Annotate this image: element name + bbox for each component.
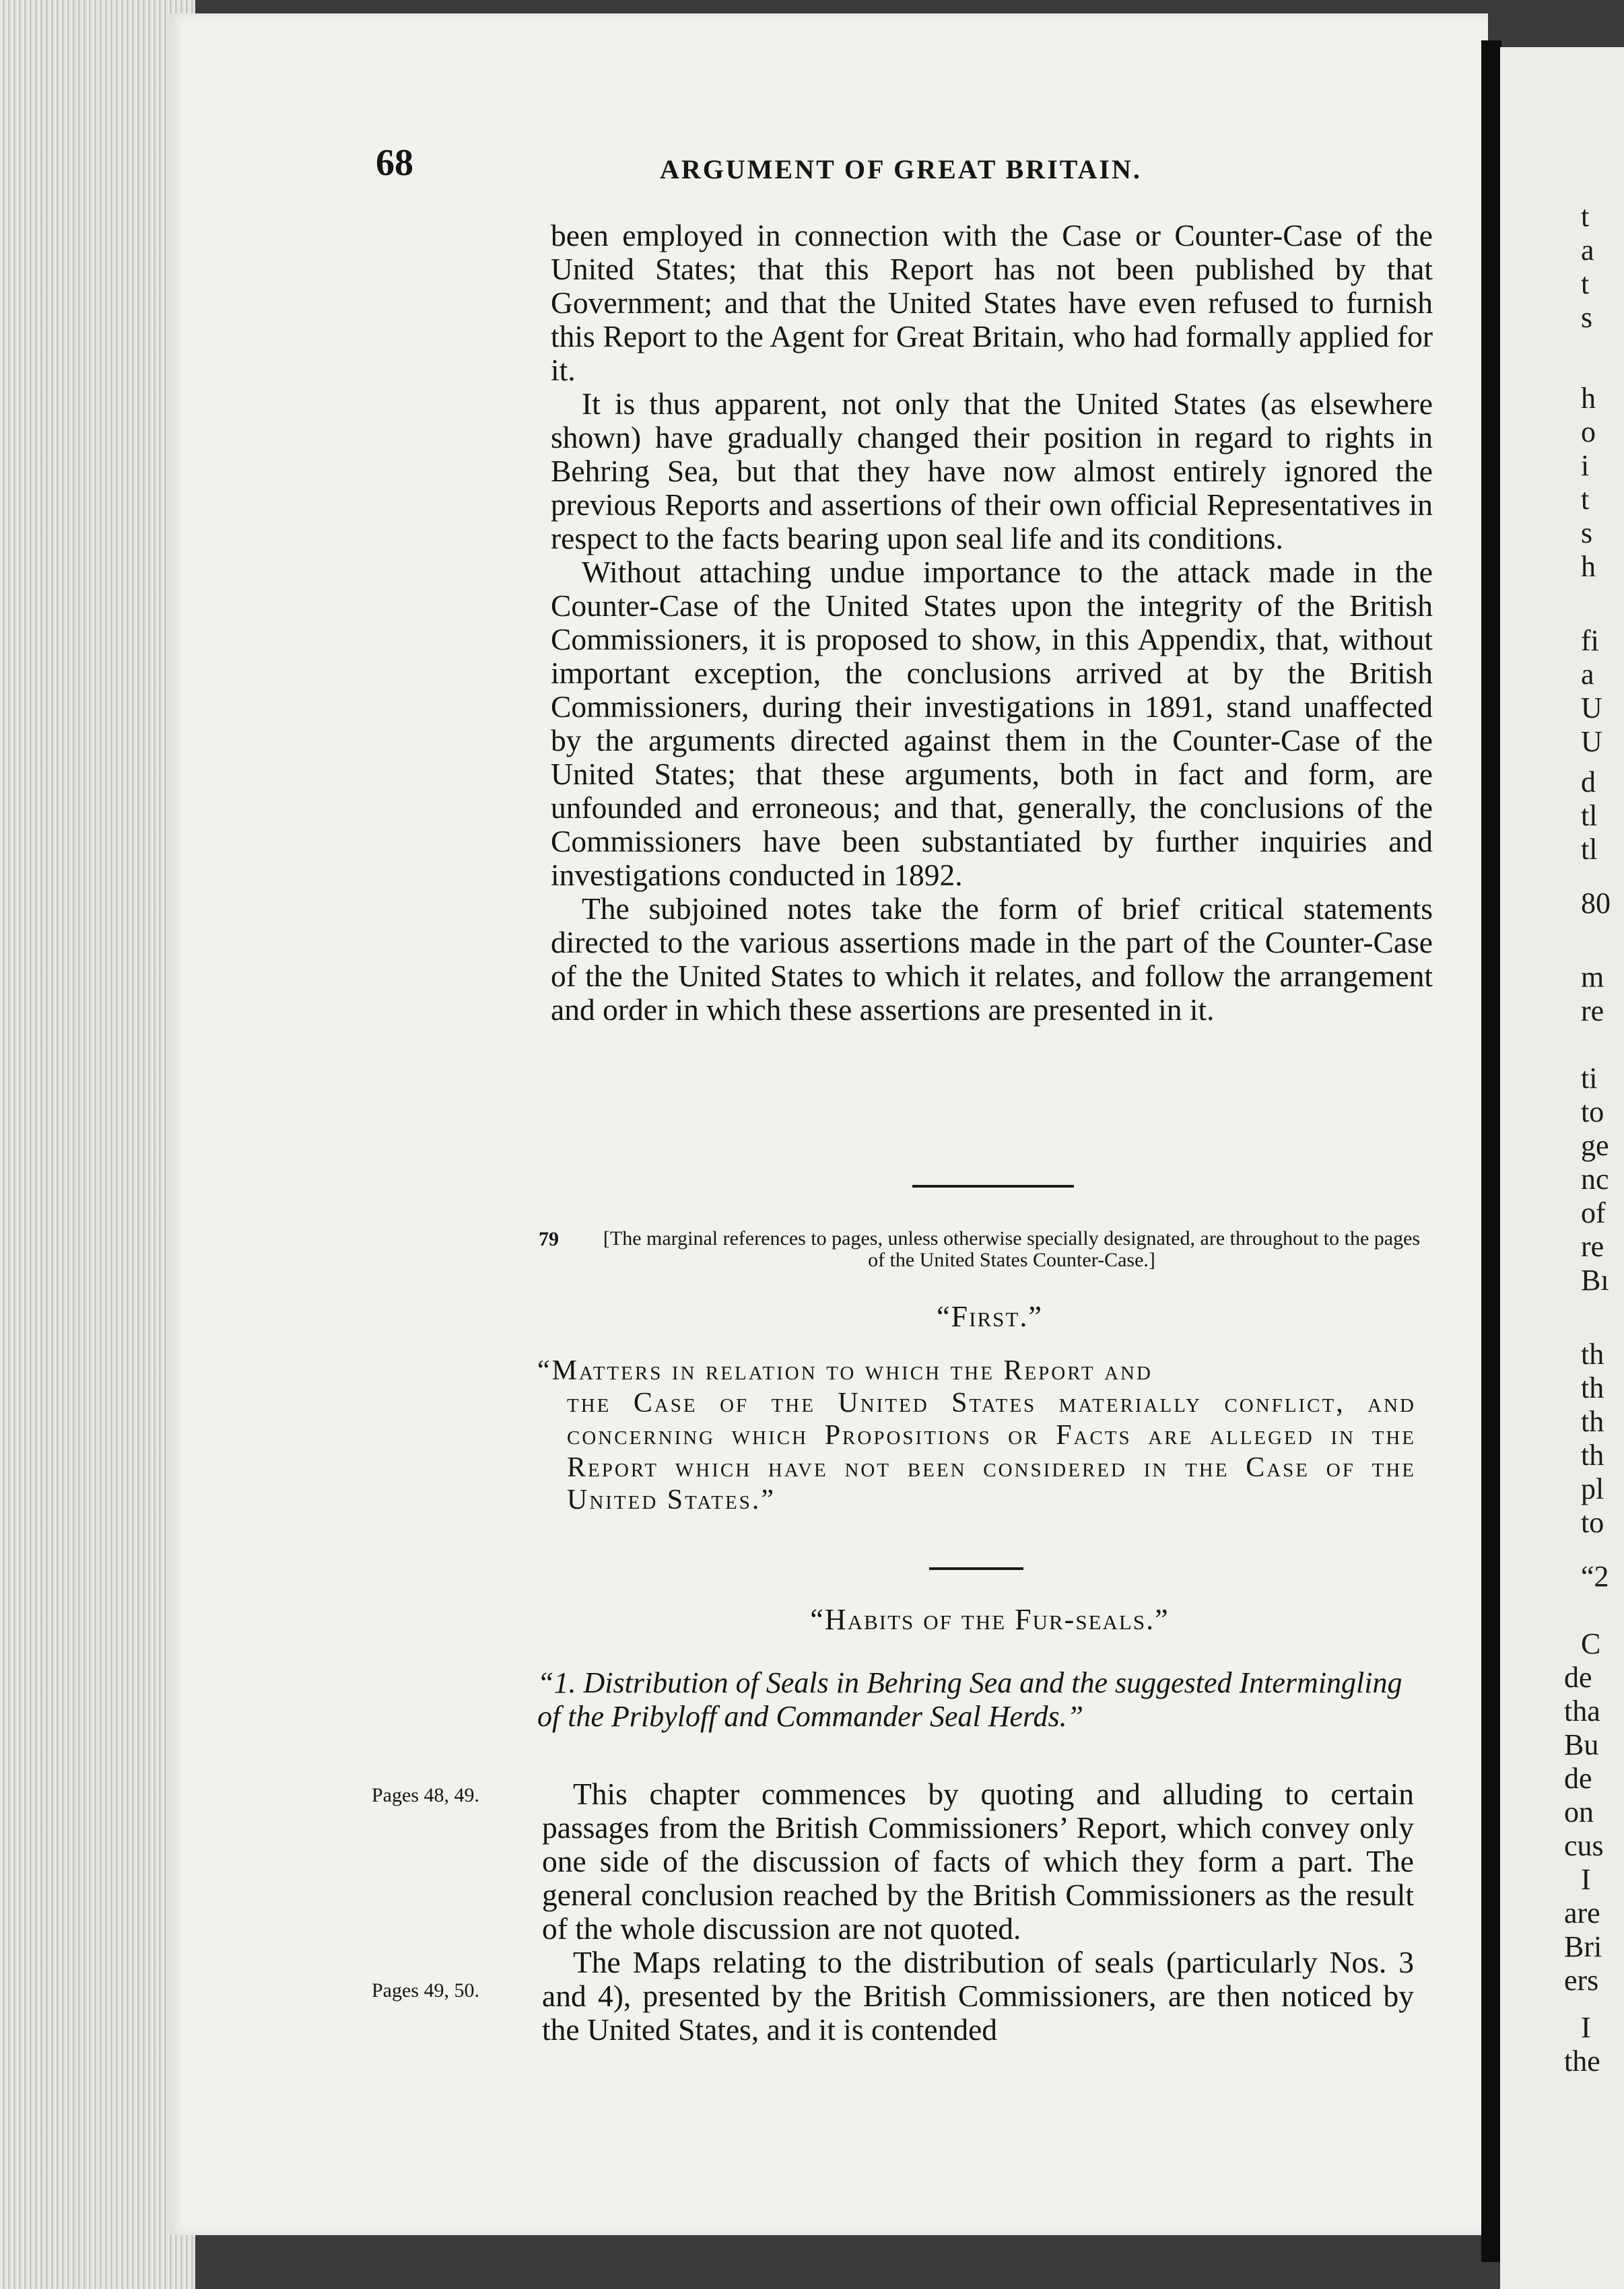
facing-page-fragment: a <box>1581 658 1594 691</box>
side-reference-1: Pages 48, 49. <box>372 1784 479 1806</box>
facing-page-fragment: d <box>1581 765 1596 798</box>
paragraph-4: The subjoined notes take the form of brief critical statements directed to the various assertions made in the part of the Counter-Case of the the United States to which it relates, and follow the arrangement and order in which these assertions are presented in it. <box>551 891 1433 1027</box>
facing-page-fragment: on <box>1564 1796 1594 1829</box>
facing-page-fragment: de <box>1564 1661 1592 1694</box>
running-head: ARGUMENT OF GREAT BRITAIN. <box>660 154 1142 184</box>
facing-page-fragment: cus <box>1564 1829 1604 1862</box>
facing-page-fragment: th <box>1581 1371 1604 1404</box>
facing-page-fragment: 80 <box>1581 887 1611 920</box>
matters-heading-first-line: “Matters in relation to which the Report and <box>537 1355 1153 1386</box>
facing-page-fragment: I <box>1581 1863 1591 1896</box>
short-rule <box>929 1567 1023 1570</box>
facing-page-fragment: pl <box>1581 1472 1604 1505</box>
body-text-upper <box>551 219 1433 1027</box>
habits-heading: “Habits of the Fur-seals.” <box>810 1603 1170 1636</box>
facing-page-fragment: de <box>1564 1762 1592 1795</box>
facing-page-fragment: re <box>1581 1230 1604 1263</box>
facing-page-fragment: s <box>1581 301 1593 334</box>
facing-page-edge <box>1500 47 1624 2289</box>
facing-page-fragment: re <box>1581 994 1604 1027</box>
facing-page-fragment: Bri <box>1564 1930 1602 1963</box>
facing-page-fragment: i <box>1581 449 1590 482</box>
facing-page-fragment: C <box>1581 1627 1601 1660</box>
facing-page-fragment: th <box>1581 1405 1604 1438</box>
facing-page-fragment: “2 <box>1581 1560 1609 1593</box>
facing-page-fragment: I <box>1581 2011 1591 2044</box>
facing-page-fragment: of <box>1581 1196 1606 1229</box>
facing-page-fragment: the <box>1564 2045 1600 2078</box>
facing-page-fragment: are <box>1564 1897 1600 1929</box>
matters-heading <box>537 1355 1416 1516</box>
side-reference-2: Pages 49, 50. <box>372 1979 479 2002</box>
facing-page-fragment: nc <box>1581 1163 1609 1196</box>
facing-page-fragment: tl <box>1581 799 1598 832</box>
facing-page-fragment: to <box>1581 1095 1604 1128</box>
facing-page-fragment: o <box>1581 415 1596 448</box>
paragraph-6: The Maps relating to the distribution of seals (particularly Nos. 3 and 4), presented by the British Commissioners, are then noticed by the United States, and it is contended <box>542 1945 1414 2047</box>
facing-page-fragment: h <box>1581 550 1596 583</box>
paragraph-3: Without attaching undue importance to the attack made in the Counter-Case of the United States upon the integrity of the British Commissioners, it is proposed to show, in this Appendix, that, without important exception, the conclusions arrived at by the British Commissioners, during their investigations in 1891, stand unaffected by the arguments directed against them in the Counter-Case of the United States; that these arguments, both in fact and form, are unfounded and erroneous; and that, generally, the conclusions of the Commissioners have been substantiated by further inquiries and investigations conducted in 1892. <box>551 555 1433 892</box>
section-rule <box>912 1185 1074 1188</box>
facing-page-fragment: tha <box>1564 1695 1600 1728</box>
subheading-distribution: “1. Distribution of Seals in Behring Sea and the suggested Intermingling of the Pribyloff and Commander Seal Herds.” <box>537 1666 1402 1733</box>
margin-page-number: 79 <box>539 1228 559 1250</box>
facing-page-fragment: to <box>1581 1506 1604 1539</box>
first-heading: “First.” <box>937 1300 1043 1333</box>
facing-page-fragment: th <box>1581 1439 1604 1472</box>
facing-page-fragment: th <box>1581 1338 1604 1371</box>
facing-page-fragment: ge <box>1581 1129 1609 1162</box>
facing-page-fragment: fi <box>1581 624 1599 657</box>
facing-page-fragment: Bı <box>1581 1264 1609 1297</box>
facing-page-fragment: m <box>1581 961 1604 994</box>
facing-page-fragment: t <box>1581 200 1590 233</box>
book-page-edges <box>0 0 195 2289</box>
page-number: 68 <box>376 142 413 184</box>
facing-page-fragment: t <box>1581 483 1590 516</box>
book-gutter <box>1481 40 1501 2262</box>
matters-heading-rest: the Case of the United States materially conflict, and concerning which Propositions or Facts are alleged in the Report which have not been considered in the Case of the United States.” <box>567 1388 1416 1515</box>
paragraph-1: been employed in connection with the Case or Counter-Case of the United States; that this Report has not been published by that Government; and that the United States have even refused to furnish this Report to the Agent for Great Britain, who had formally applied for it. <box>551 218 1433 387</box>
body-text-lower <box>542 1777 1414 2047</box>
bracket-note: [The marginal references to pages, unless otherwise specially designated, are throughout to the pages of the United States Counter-Case.] <box>603 1227 1421 1271</box>
facing-page-fragment: a <box>1581 234 1594 267</box>
facing-page-fragment: ti <box>1581 1062 1598 1095</box>
paragraph-2: It is thus apparent, not only that the United States (as elsewhere shown) have gradually changed their position in regard to rights in Behring Sea, but that they have now almost entirely ignored the previous Reports and assertions of their own official Representatives in respect to the facts bearing upon seal life and its conditions. <box>551 386 1433 555</box>
facing-page-fragment: U <box>1581 691 1602 724</box>
facing-page-fragment: s <box>1581 516 1593 549</box>
facing-page-fragment: tl <box>1581 833 1598 866</box>
facing-page-fragment: t <box>1581 267 1590 300</box>
facing-page-fragment: Bu <box>1564 1728 1599 1761</box>
facing-page-fragment: h <box>1581 382 1596 415</box>
facing-page-fragment: U <box>1581 725 1602 758</box>
facing-page-fragment: ers <box>1564 1964 1599 1997</box>
paragraph-5: This chapter commences by quoting and alluding to certain passages from the British Commissioners’ Report, which convey only one side of the discussion of facts of which they form a part. The general conclusion reached by the British Commissioners as the result of the whole discussion are not quoted. <box>542 1777 1414 1946</box>
